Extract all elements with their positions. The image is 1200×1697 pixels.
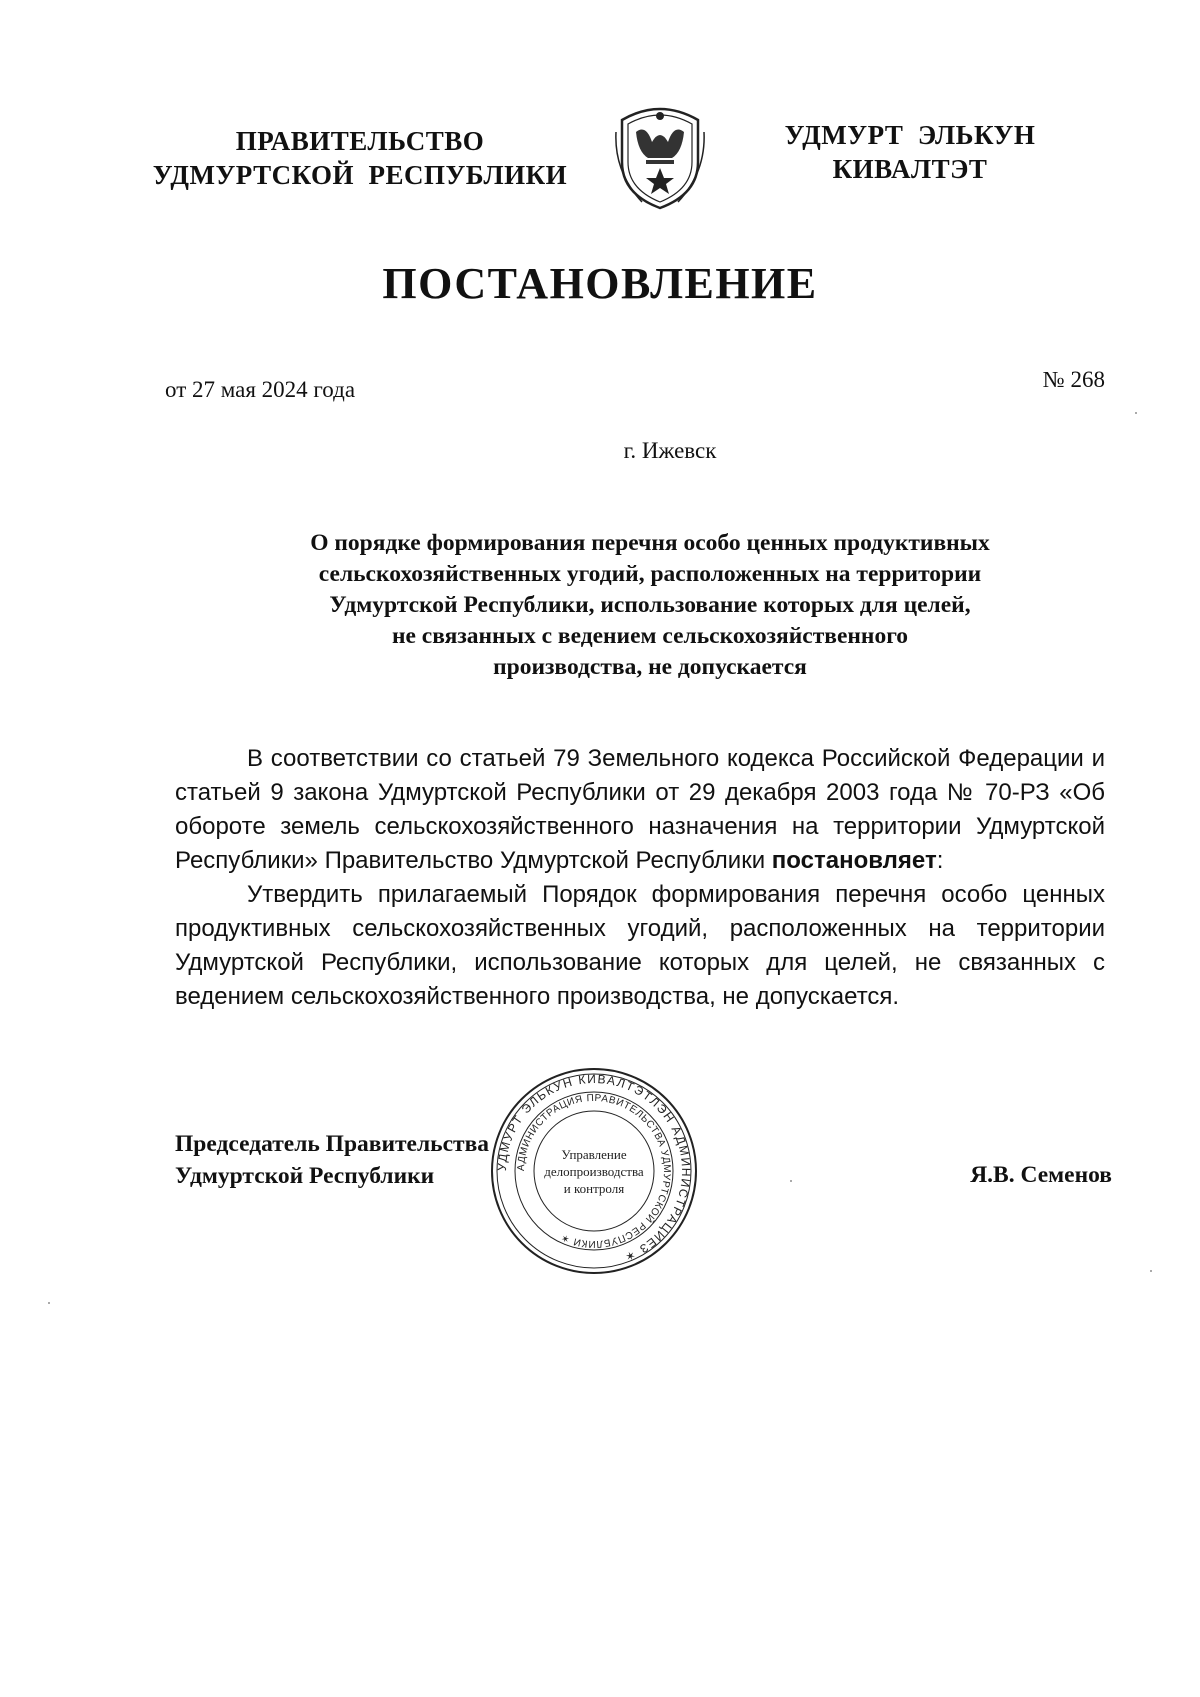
scan-speck bbox=[790, 1180, 792, 1182]
stamp-ring-text: АДМИНИСТРАЦИЯ ПРАВИТЕЛЬСТВА УДМУРТСКОЙ РЕСПУБЛИКИ ✶ bbox=[515, 1092, 673, 1250]
stamp-center-line-3: и контроля bbox=[563, 1181, 625, 1196]
official-round-stamp bbox=[490, 1067, 698, 1275]
stamp-center-line-1: Управление bbox=[561, 1147, 627, 1162]
document-body bbox=[175, 742, 1105, 1014]
header-left-line-2: УДМУРТСКОЙ РЕСПУБЛИКИ bbox=[152, 160, 568, 190]
scan-speck bbox=[48, 1302, 50, 1304]
subject-line: О порядке формирования перечня особо ценных продуктивных bbox=[310, 530, 990, 556]
document-subject bbox=[200, 528, 1100, 683]
stamp-outer-text: УДМУРТ ЭЛЬКУН КИВАЛТЭТЛЭН АДМИНИСТРАЦИЕЗ ✶ bbox=[494, 1071, 694, 1265]
document-number: № 268 bbox=[1042, 367, 1105, 392]
signature-position-line-1: Председатель Правительства bbox=[175, 1131, 490, 1157]
body-paragraph-2: Утвердить прилагаемый Порядок формирования перечня особо ценных продуктивных сельскохозяйственных угодий, расположенных на территории Удмуртской Республики, использование которых для целей, не связанных с ведением сельскохозяйственного производства, не допускается. bbox=[175, 881, 1105, 1010]
subject-line: не связанных с ведением сельскохозяйственного bbox=[391, 623, 909, 649]
header-right-line-2: КИВАЛТЭТ bbox=[832, 154, 988, 184]
stamp-center-line-2: делопроизводства bbox=[544, 1164, 644, 1179]
body-paragraph-1 bbox=[175, 742, 1105, 878]
header-left bbox=[130, 124, 590, 192]
document-city: г. Ижевск bbox=[623, 438, 717, 463]
subject-line: Удмуртской Республики, использование которых для целей, bbox=[329, 592, 971, 618]
body-paragraph-1-text: В соответствии со статьей 79 Земельного кодекса Российской Федерации и статьей 9 закона Удмуртской Республики от 29 декабря 2003 года № 70-РЗ «Об обороте земель сельскохозяйственного назначения на территории Удмуртской Республики» Правительство Удмуртской Республики bbox=[175, 745, 1105, 874]
body-colon: : bbox=[936, 847, 944, 874]
coat-of-arms-emblem-icon bbox=[612, 102, 708, 212]
signatory-name: Я.В. Семенов bbox=[970, 1162, 1112, 1188]
body-decree-word: постановляет bbox=[771, 847, 937, 874]
subject-line: производства, не допускается bbox=[493, 654, 807, 680]
document-title: ПОСТАНОВЛЕНИЕ bbox=[382, 259, 818, 308]
signature-position bbox=[175, 1128, 489, 1192]
document-date: от 27 мая 2024 года bbox=[165, 377, 356, 402]
subject-line: сельскохозяйственных угодий, расположенных на территории bbox=[318, 561, 982, 587]
signature-position-line-2: Удмуртской Республики bbox=[175, 1163, 435, 1189]
header-right-line-1: УДМУРТ ЭЛЬКУН bbox=[784, 120, 1036, 150]
header-right bbox=[760, 118, 1060, 186]
scan-speck bbox=[1150, 1270, 1152, 1272]
header-left-line-1: ПРАВИТЕЛЬСТВО bbox=[235, 126, 485, 156]
scan-speck bbox=[1135, 412, 1137, 414]
